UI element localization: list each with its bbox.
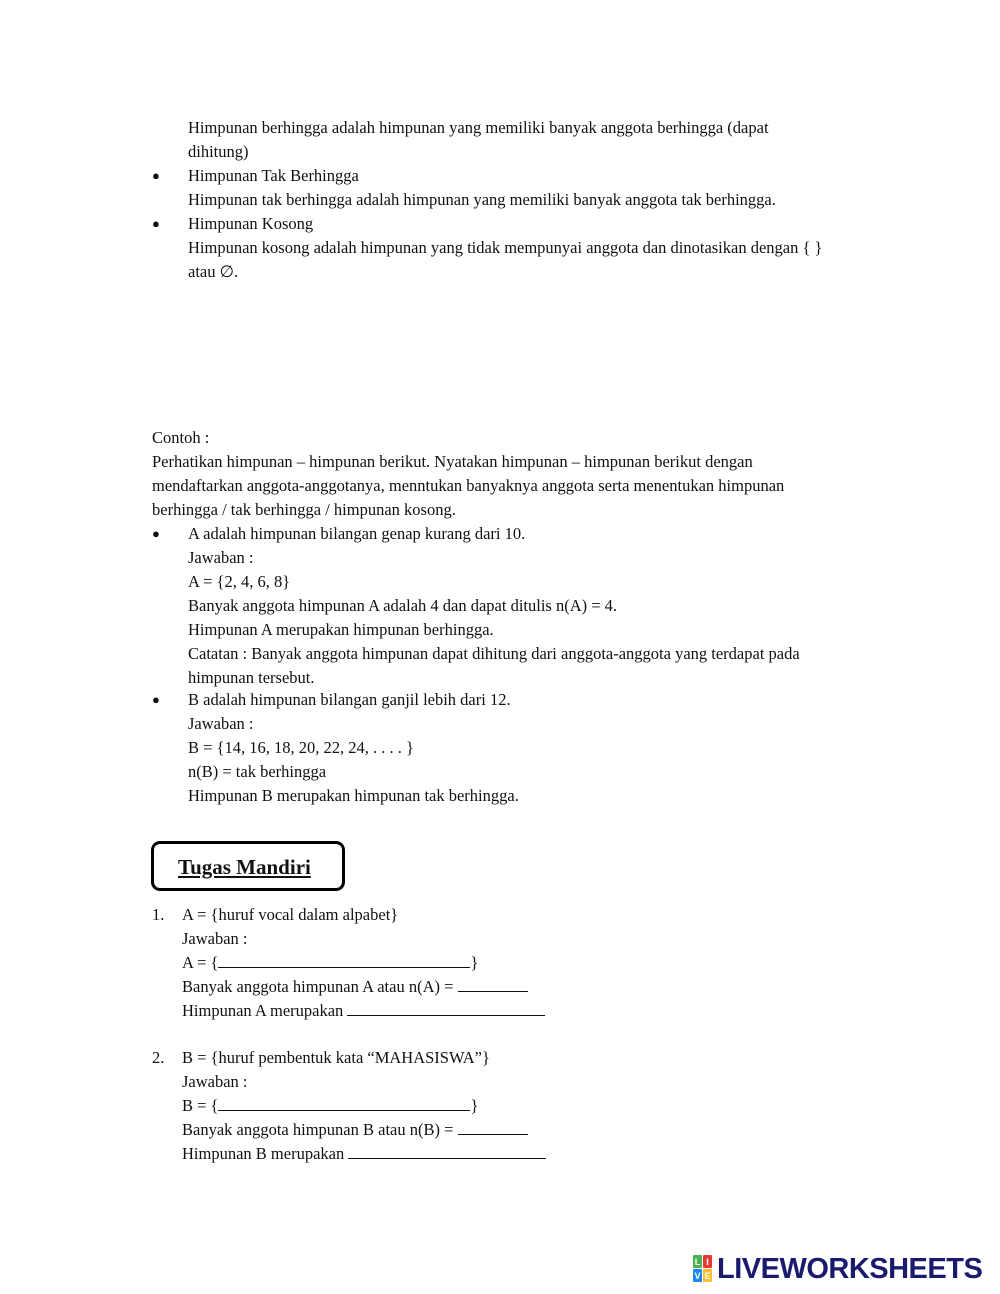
svg-text:E: E bbox=[704, 1271, 711, 1281]
q1-answer-label: Jawaban : bbox=[182, 929, 248, 948]
q1-type-blank[interactable] bbox=[347, 1000, 545, 1016]
svg-text:I: I bbox=[706, 1257, 709, 1267]
q2-count-answer bbox=[182, 1118, 528, 1142]
example-b-set: B = {14, 16, 18, 20, 22, 24, . . . . } bbox=[188, 738, 414, 757]
q2-type-label: Himpunan B merupakan bbox=[182, 1144, 345, 1163]
example-a-note-line2: himpunan tersebut. bbox=[188, 668, 315, 687]
example-instruction-line2: mendaftarkan anggota-anggotanya, menntukan banyaknya anggota serta menentukan himpunan bbox=[152, 476, 785, 495]
example-a-type: Himpunan A merupakan himpunan berhingga. bbox=[188, 620, 494, 639]
example-a-set: A = {2, 4, 6, 8} bbox=[188, 572, 291, 591]
infinite-set-definition: Himpunan tak berhingga adalah himpunan yang memiliki banyak anggota tak berhingga. bbox=[188, 190, 776, 209]
q2-set-suffix: } bbox=[470, 1096, 479, 1115]
q2-type-blank[interactable] bbox=[348, 1143, 546, 1159]
q2-count-label: Banyak anggota himpunan B atau n(B) = bbox=[182, 1120, 454, 1139]
example-instruction-line3: berhingga / tak berhingga / himpunan kosong. bbox=[152, 500, 456, 519]
empty-set-title: Himpunan Kosong bbox=[188, 214, 314, 233]
example-b-statement: B adalah himpunan bilangan ganjil lebih dari 12. bbox=[188, 690, 511, 709]
example-instruction-line1: Perhatikan himpunan – himpunan berikut. Nyatakan himpunan – himpunan berikut dengan bbox=[152, 452, 753, 471]
q2-set-answer bbox=[182, 1094, 478, 1118]
q1-count-label: Banyak anggota himpunan A atau n(A) = bbox=[182, 977, 454, 996]
q2-count-blank[interactable] bbox=[458, 1119, 528, 1135]
q1-set-answer bbox=[182, 951, 478, 975]
bullet-icon: ● bbox=[152, 526, 160, 541]
q1-set-suffix: } bbox=[470, 953, 479, 972]
example-a-statement: A adalah himpunan bilangan genap kurang dari 10. bbox=[188, 524, 526, 543]
example-b-count: n(B) = tak berhingga bbox=[188, 762, 327, 781]
example-b-answer-label: Jawaban : bbox=[188, 714, 254, 733]
liveworksheets-logo-text: LIVEWORKSHEETS bbox=[717, 1253, 983, 1285]
q2-set-blank[interactable] bbox=[218, 1095, 470, 1111]
q2-question: B = {huruf pembentuk kata “MAHASISWA”} bbox=[182, 1048, 490, 1067]
q1-type-answer bbox=[182, 999, 545, 1023]
q2-number: 2. bbox=[152, 1048, 165, 1067]
q1-type-label: Himpunan A merupakan bbox=[182, 1001, 344, 1020]
q2-answer-label: Jawaban : bbox=[182, 1072, 248, 1091]
q1-question: A = {huruf vocal dalam alpabet} bbox=[182, 905, 399, 924]
empty-set-definition-line2: atau ∅. bbox=[188, 262, 239, 281]
task-title-box bbox=[151, 841, 345, 891]
infinite-set-title: Himpunan Tak Berhingga bbox=[188, 166, 359, 185]
finite-definition-line2: dihitung) bbox=[188, 142, 249, 161]
q2-type-answer bbox=[182, 1142, 546, 1166]
svg-text:L: L bbox=[694, 1257, 701, 1267]
finite-definition-line1: Himpunan berhingga adalah himpunan yang memiliki banyak anggota berhingga (dapat bbox=[188, 118, 769, 137]
q1-number: 1. bbox=[152, 905, 165, 924]
example-a-count: Banyak anggota himpunan A adalah 4 dan dapat ditulis n(A) = 4. bbox=[188, 596, 618, 615]
liveworksheets-logo-icon bbox=[693, 1255, 713, 1283]
example-a-note-line1: Catatan : Banyak anggota himpunan dapat dihitung dari anggota-anggota yang terdapat pada bbox=[188, 644, 800, 663]
q1-set-blank[interactable] bbox=[218, 952, 470, 968]
example-b-type: Himpunan B merupakan himpunan tak berhingga. bbox=[188, 786, 519, 805]
q2-set-prefix: B = { bbox=[182, 1096, 219, 1115]
q1-count-answer bbox=[182, 975, 528, 999]
empty-set-definition-line1: Himpunan kosong adalah himpunan yang tidak mempunyai anggota dan dinotasikan dengan { } bbox=[188, 238, 823, 257]
bullet-icon: ● bbox=[152, 216, 160, 231]
q1-count-blank[interactable] bbox=[458, 976, 528, 992]
svg-text:V: V bbox=[694, 1271, 701, 1281]
example-heading: Contoh : bbox=[152, 428, 210, 447]
bullet-icon: ● bbox=[152, 692, 160, 707]
example-a-answer-label: Jawaban : bbox=[188, 548, 254, 567]
task-title: Tugas Mandiri bbox=[178, 855, 311, 879]
bullet-icon: ● bbox=[152, 168, 160, 183]
q1-set-prefix: A = { bbox=[182, 953, 219, 972]
